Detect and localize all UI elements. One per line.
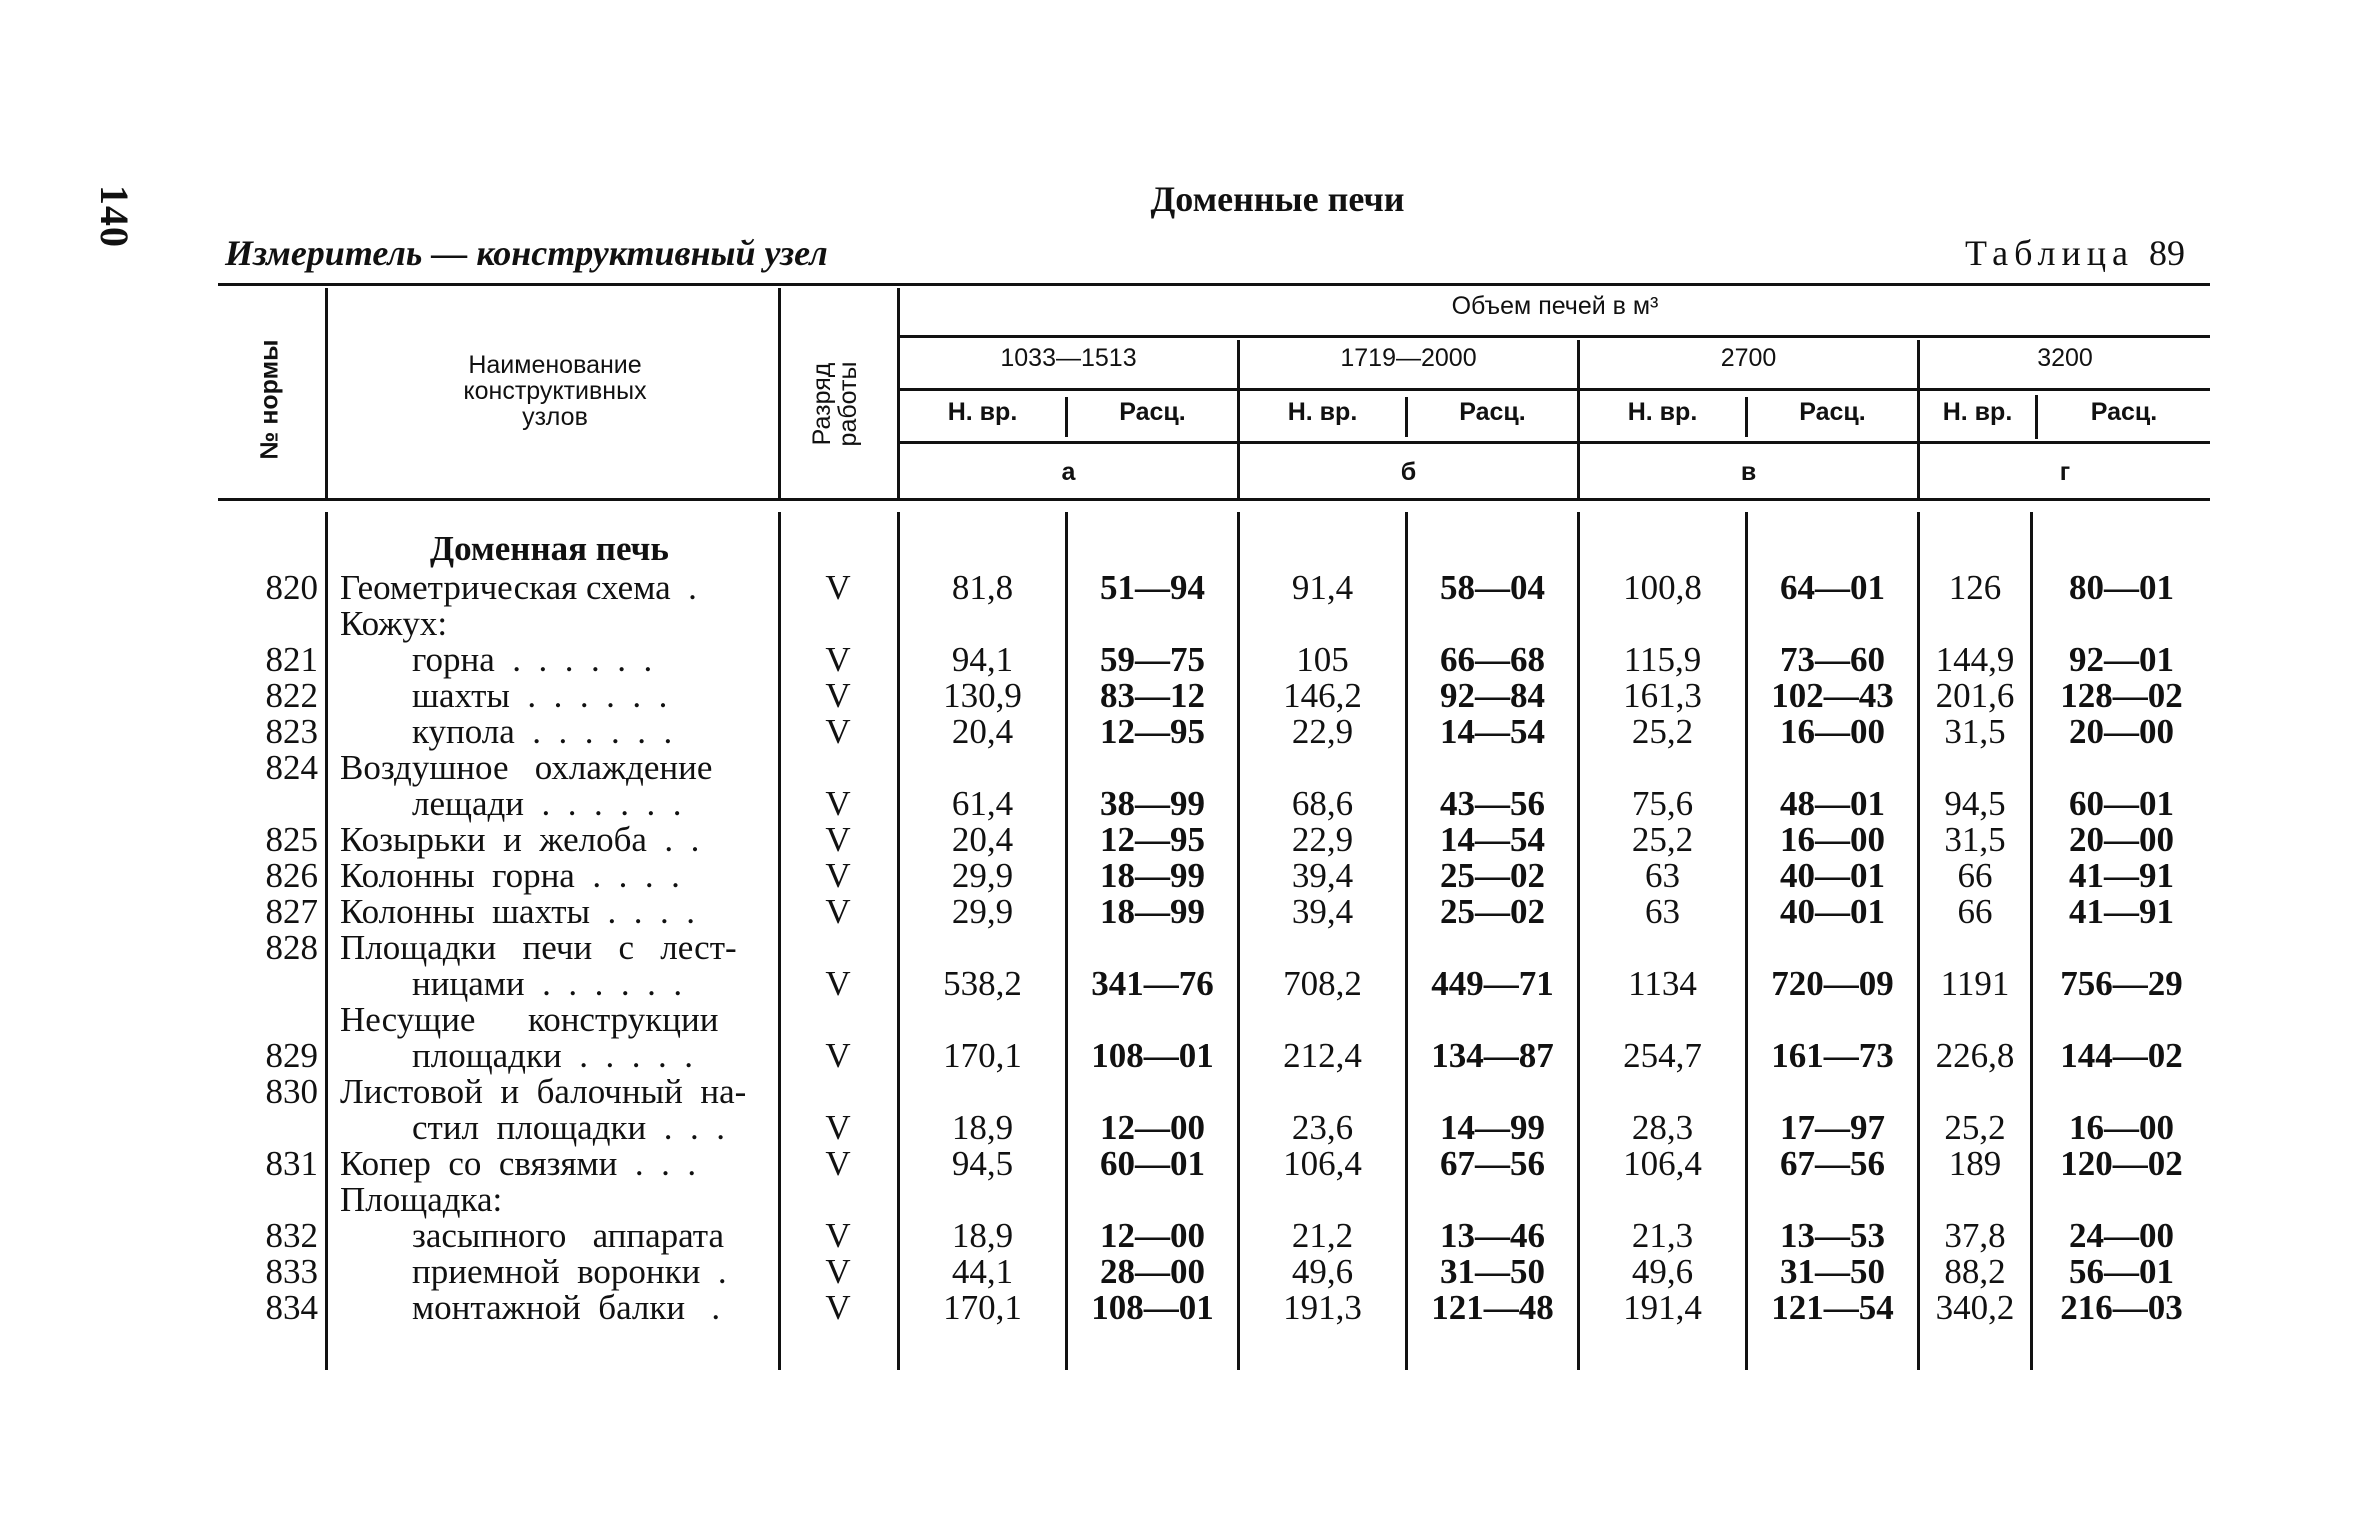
row-name: Копер со связями . . .	[340, 1144, 697, 1183]
row-no: 829	[265, 1036, 318, 1075]
row-b2: 67—56	[1440, 1144, 1545, 1183]
row-c2: 73—60	[1780, 640, 1885, 679]
row-a2: 18—99	[1100, 856, 1205, 895]
row-b2: 14—54	[1440, 820, 1545, 859]
row-b1: 23,6	[1291, 1108, 1354, 1147]
row-d1: 66	[1957, 856, 1993, 895]
range-d: 3200	[2037, 344, 2093, 372]
rasc-d: Расц.	[2090, 398, 2158, 426]
row-d2: 41—91	[2069, 892, 2174, 931]
row-c2: 31—50	[1780, 1252, 1885, 1291]
header-vline-1	[325, 288, 328, 498]
row-a1: 170,1	[943, 1288, 1022, 1327]
range-a: 1033—1513	[1000, 344, 1137, 372]
row-c1: 1134	[1628, 964, 1697, 1003]
row-c2: 40—01	[1780, 892, 1885, 931]
row-a1: 44,1	[951, 1252, 1014, 1291]
row-name: лещади . . . . . .	[412, 784, 682, 823]
row-c2: 16—00	[1780, 712, 1885, 751]
row-name: площадки . . . . .	[412, 1036, 693, 1075]
row-d1: 226,8	[1935, 1036, 2015, 1075]
row-c1: 254,7	[1623, 1036, 1702, 1075]
rasc-b: Расц.	[1459, 398, 1526, 426]
row-a1: 18,9	[951, 1216, 1014, 1255]
row-c2: 64—01	[1780, 568, 1885, 607]
row-no: 832	[265, 1216, 318, 1255]
row-d2: 56—01	[2069, 1252, 2174, 1291]
row-c1: 21,3	[1631, 1216, 1694, 1255]
row-c1: 28,3	[1631, 1108, 1694, 1147]
row-a2: 108—01	[1091, 1288, 1214, 1327]
header-name-line2: конструктивных	[463, 377, 647, 405]
row-c1: 63	[1645, 856, 1680, 895]
row-c1: 100,8	[1623, 568, 1702, 607]
row-no: 823	[265, 712, 318, 751]
page-number: 140	[92, 185, 137, 248]
row-a1: 170,1	[943, 1036, 1022, 1075]
row-grade: V	[825, 892, 851, 931]
row-a2: 28—00	[1100, 1252, 1205, 1291]
row-b2: 449—71	[1431, 964, 1554, 1003]
row-d2: 16—00	[2069, 1108, 2174, 1147]
table-label	[1965, 232, 2185, 274]
row-a2: 60—01	[1100, 1144, 1205, 1183]
letter-c: в	[1740, 458, 1757, 486]
row-no: 828	[265, 928, 318, 967]
row-name: Козырьки и желоба . .	[340, 820, 700, 859]
row-b1: 708,2	[1283, 964, 1362, 1003]
row-b1: 68,6	[1291, 784, 1354, 823]
row-name: Геометрическая схема .	[340, 568, 697, 607]
row-b1: 146,2	[1283, 676, 1362, 715]
row-c1: 25,2	[1631, 712, 1694, 751]
row-a1: 61,4	[951, 784, 1014, 823]
unit-label: Измеритель — конструктивный узел	[225, 233, 828, 273]
row-a1: 94,5	[951, 1144, 1014, 1183]
row-a1: 18,9	[951, 1108, 1014, 1147]
row-a2: 108—01	[1091, 1036, 1214, 1075]
row-grade: V	[825, 1036, 851, 1075]
row-d1: 94,5	[1944, 784, 2006, 823]
row-d1: 126	[1948, 568, 2002, 607]
row-d2: 20—00	[2069, 820, 2174, 859]
row-b1: 212,4	[1283, 1036, 1362, 1075]
row-d1: 144,9	[1935, 640, 2015, 679]
row-b2: 14—99	[1440, 1108, 1545, 1147]
row-d2: 144—02	[2060, 1036, 2183, 1075]
header-grade-line2: работы	[834, 361, 862, 447]
letter-b: б	[1400, 458, 1417, 486]
row-d1: 201,6	[1935, 676, 2015, 715]
row-no: 825	[265, 820, 318, 859]
row-d2: 128—02	[2060, 676, 2183, 715]
row-b1: 191,3	[1283, 1288, 1362, 1327]
letter-a: а	[1061, 458, 1076, 486]
row-no: 824	[265, 748, 318, 787]
row-a2: 12—00	[1100, 1108, 1205, 1147]
row-name: Колонны горна . . . .	[340, 856, 680, 895]
row-grade: V	[825, 712, 851, 751]
row-b1: 49,6	[1291, 1252, 1354, 1291]
row-a2: 59—75	[1100, 640, 1205, 679]
letter-d: г	[2059, 458, 2071, 486]
row-d1: 189	[1948, 1144, 2002, 1183]
header-name-line1: Наименование	[468, 351, 642, 379]
rasc-c: Расц.	[1799, 398, 1866, 426]
row-c1: 25,2	[1631, 820, 1694, 859]
row-no: 831	[265, 1144, 318, 1183]
row-a2: 83—12	[1100, 676, 1205, 715]
page-title	[0, 178, 2363, 220]
row-b2: 92—84	[1440, 676, 1545, 715]
row-a1: 29,9	[951, 892, 1014, 931]
row-c2: 17—97	[1780, 1108, 1885, 1147]
row-name: приемной воронки .	[412, 1252, 727, 1291]
header-norm-no: № нормы	[255, 339, 284, 460]
row-a1: 538,2	[943, 964, 1022, 1003]
row-d2: 41—91	[2069, 856, 2174, 895]
row-a1: 81,8	[951, 568, 1014, 607]
row-no: 834	[265, 1288, 318, 1327]
row-no: 830	[265, 1072, 318, 1111]
range-b: 1719—2000	[1340, 344, 1477, 372]
row-d2: 80—01	[2069, 568, 2174, 607]
row-no: 821	[265, 640, 318, 679]
row-c2: 102—43	[1771, 676, 1894, 715]
row-b1: 91,4	[1291, 568, 1354, 607]
row-b2: 134—87	[1431, 1036, 1554, 1075]
row-d2: 216—03	[2060, 1288, 2183, 1327]
row-b1: 39,4	[1291, 856, 1354, 895]
row-a2: 341—76	[1091, 964, 1214, 1003]
row-c2: 16—00	[1780, 820, 1885, 859]
row-d2: 20—00	[2069, 712, 2174, 751]
row-c1: 49,6	[1631, 1252, 1694, 1291]
header-vline-2	[778, 288, 781, 498]
row-no: 827	[265, 892, 318, 931]
row-c1: 115,9	[1623, 640, 1702, 679]
nvr-a: Н. вр.	[947, 398, 1018, 426]
row-grade: V	[825, 1288, 851, 1327]
row-name: Листовой и балочный на-	[340, 1072, 747, 1111]
row-c1: 63	[1645, 892, 1680, 931]
row-b2: 121—48	[1431, 1288, 1554, 1327]
row-a1: 29,9	[951, 856, 1014, 895]
row-grade: V	[825, 1252, 851, 1291]
row-c1: 106,4	[1623, 1144, 1702, 1183]
rasc-a: Расц.	[1119, 398, 1186, 426]
row-b2: 43—56	[1440, 784, 1545, 823]
row-name: Несущие конструкции	[340, 1000, 719, 1039]
nvr-c: Н. вр.	[1627, 398, 1698, 426]
table-number: 89	[2149, 233, 2185, 273]
row-no: 833	[265, 1252, 318, 1291]
page-title-text: Доменные печи	[1150, 179, 1405, 219]
row-c2: 48—01	[1780, 784, 1885, 823]
row-d1: 88,2	[1944, 1252, 2006, 1291]
row-name: монтажной балки .	[412, 1288, 721, 1327]
row-a1: 130,9	[943, 676, 1022, 715]
header-bottom-rule	[218, 498, 2210, 501]
row-d1: 340,2	[1935, 1288, 2015, 1327]
row-name: шахты . . . . . .	[412, 676, 668, 715]
section-heading: Доменная печь	[430, 529, 669, 568]
row-b2: 13—46	[1440, 1216, 1545, 1255]
row-name: горна . . . . . .	[412, 640, 653, 679]
row-b1: 39,4	[1291, 892, 1354, 931]
row-b2: 31—50	[1440, 1252, 1545, 1291]
row-c2: 40—01	[1780, 856, 1885, 895]
nvr-b: Н. вр.	[1287, 398, 1358, 426]
header-volume-rule	[900, 335, 2210, 338]
row-d1: 66	[1957, 892, 1993, 931]
row-d2: 120—02	[2060, 1144, 2183, 1183]
row-no: 826	[265, 856, 318, 895]
row-d2: 92—01	[2069, 640, 2174, 679]
row-grade: V	[825, 1108, 851, 1147]
nvr-d: Н. вр.	[1942, 398, 2013, 426]
row-name: купола . . . . . .	[412, 712, 673, 751]
row-a2: 12—95	[1100, 712, 1205, 751]
row-grade: V	[825, 964, 851, 1003]
row-a2: 51—94	[1100, 568, 1205, 607]
row-c1: 161,3	[1623, 676, 1702, 715]
header-top-rule	[218, 283, 2210, 286]
row-b1: 22,9	[1291, 820, 1354, 859]
row-c1: 75,6	[1631, 784, 1694, 823]
row-d2: 24—00	[2069, 1216, 2174, 1255]
row-grade: V	[825, 640, 851, 679]
row-c2: 720—09	[1771, 964, 1894, 1003]
header-grade-line1: Разряд	[808, 362, 836, 446]
row-d1: 31,5	[1944, 712, 2006, 751]
row-grade: V	[825, 676, 851, 715]
row-d2: 60—01	[2069, 784, 2174, 823]
row-b2: 58—04	[1440, 568, 1545, 607]
row-name: Воздушное охлаждение	[340, 748, 713, 787]
row-grade: V	[825, 856, 851, 895]
row-c2: 13—53	[1780, 1216, 1885, 1255]
row-name: засыпного аппарата	[412, 1216, 725, 1255]
row-a1: 94,1	[951, 640, 1014, 679]
body-vline-2	[778, 512, 781, 1370]
row-a2: 38—99	[1100, 784, 1205, 823]
row-a2: 12—95	[1100, 820, 1205, 859]
row-no: 820	[265, 568, 318, 607]
row-grade: V	[825, 1216, 851, 1255]
row-b1: 22,9	[1291, 712, 1354, 751]
row-grade: V	[825, 568, 851, 607]
row-d1: 31,5	[1944, 820, 2006, 859]
row-a1: 20,4	[951, 820, 1014, 859]
row-a2: 18—99	[1100, 892, 1205, 931]
row-c1: 191,4	[1623, 1288, 1702, 1327]
row-b1: 105	[1296, 640, 1349, 679]
row-a1: 20,4	[951, 712, 1014, 751]
row-name: Площадка:	[340, 1180, 503, 1219]
row-c2: 121—54	[1771, 1288, 1894, 1327]
header-grade	[809, 339, 861, 469]
body-vline-1	[325, 512, 328, 1370]
row-d2: 756—29	[2060, 964, 2183, 1003]
row-d1: 37,8	[1944, 1216, 2006, 1255]
row-grade: V	[825, 784, 851, 823]
row-b2: 25—02	[1440, 856, 1545, 895]
row-name: ницами . . . . . .	[412, 964, 683, 1003]
row-c2: 161—73	[1771, 1036, 1894, 1075]
header-name-line3: узлов	[522, 403, 588, 431]
row-b2: 66—68	[1440, 640, 1545, 679]
row-name: стил площадки . . .	[412, 1108, 726, 1147]
row-c2: 67—56	[1780, 1144, 1885, 1183]
row-b2: 14—54	[1440, 712, 1545, 751]
row-b1: 21,2	[1291, 1216, 1354, 1255]
row-name: Площадки печи с лест-	[340, 928, 737, 967]
table-label-text: Таблица	[1965, 233, 2134, 273]
row-grade: V	[825, 820, 851, 859]
header-subcol-rule	[900, 441, 2210, 444]
row-d1: 25,2	[1944, 1108, 2006, 1147]
header-name	[340, 352, 770, 430]
row-name: Кожух:	[340, 604, 448, 643]
row-no: 822	[265, 676, 318, 715]
row-b1: 106,4	[1283, 1144, 1362, 1183]
row-grade: V	[825, 1144, 851, 1183]
header-range-rule	[900, 388, 2210, 391]
row-b2: 25—02	[1440, 892, 1545, 931]
row-d1: 1191	[1940, 964, 2010, 1003]
row-a2: 12—00	[1100, 1216, 1205, 1255]
row-name: Колонны шахты . . . .	[340, 892, 696, 931]
range-c: 2700	[1720, 344, 1777, 372]
header-volume: Объем печей в м³	[1451, 292, 1659, 320]
